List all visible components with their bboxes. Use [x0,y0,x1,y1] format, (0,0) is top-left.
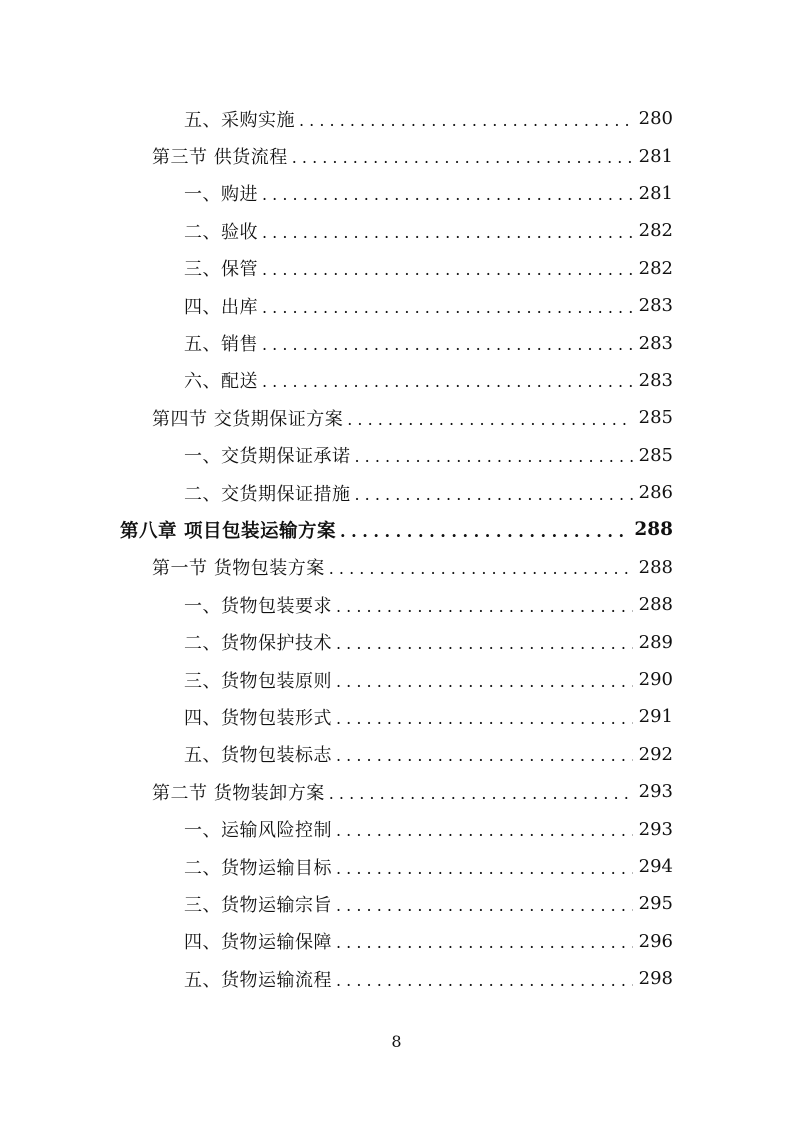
toc-entry-title: 二、验收 [184,221,258,243]
toc-entry-title: 第四节 交货期保证方案 [152,408,344,430]
toc-entry[interactable] [0,661,793,698]
dot-leader [336,823,633,839]
dot-leader [262,187,633,203]
toc-entry-title: 一、货物包装要求 [184,595,332,617]
toc-entry[interactable] [0,324,793,361]
dot-leader [336,674,633,690]
dot-leader [262,300,633,316]
toc-entry[interactable] [0,923,793,960]
toc-entry-page: 285 [638,444,673,466]
dot-leader [262,262,633,278]
dot-leader [299,113,633,129]
toc-entry[interactable] [0,137,793,174]
toc-entry[interactable] [0,362,793,399]
toc-entry-page: 293 [638,781,673,803]
toc-entry[interactable] [0,736,793,773]
toc-entry-title: 五、货物运输流程 [184,969,332,991]
toc-entry[interactable] [0,287,793,324]
toc-entry[interactable] [0,100,793,137]
dot-leader [336,935,633,951]
toc-entry-title: 四、货物包装形式 [184,707,332,729]
dot-leader [336,748,633,764]
toc-entry[interactable] [0,810,793,847]
dot-leader [347,412,632,428]
dot-leader [355,449,633,465]
toc-entry-page: 288 [638,594,673,616]
toc-entry[interactable] [0,549,793,586]
toc-entry-page: 285 [638,407,673,429]
toc-entry[interactable] [0,212,793,249]
toc-entry-title: 二、货物运输目标 [184,857,332,879]
dot-leader [336,599,633,615]
toc-entry-page: 291 [638,706,673,728]
toc-entry-page: 296 [638,930,673,952]
toc-entry-title: 第八章 项目包装运输方案 [120,520,336,542]
dot-leader [336,898,633,914]
toc-entry-title: 三、货物运输宗旨 [184,894,332,916]
toc-entry-title: 六、配送 [184,371,258,393]
toc-entry-page: 292 [638,743,673,765]
toc-entry-title: 五、采购实施 [184,109,295,131]
table-of-contents [0,100,793,997]
dot-leader [336,636,633,652]
toc-entry-page: 286 [638,482,673,504]
toc-entry[interactable] [0,773,793,810]
dot-leader [340,524,628,540]
toc-entry-page: 282 [638,220,673,242]
toc-entry-page: 294 [638,856,673,877]
dot-leader [262,337,633,353]
toc-entry[interactable] [0,175,793,212]
toc-entry-page: 295 [638,893,673,915]
dot-leader [329,786,633,802]
toc-entry-page: 289 [638,631,673,653]
toc-entry[interactable] [0,698,793,735]
toc-entry-title: 第一节 货物包装方案 [152,558,325,580]
toc-entry-title: 五、销售 [184,334,258,356]
dot-leader [336,973,633,989]
toc-entry-page: 283 [638,295,673,317]
toc-entry-page: 282 [638,257,673,279]
toc-entry-title: 二、交货期保证措施 [184,483,351,505]
page-number: 8 [391,1032,402,1051]
dot-leader [262,374,633,390]
toc-entry-title: 三、货物包装原则 [184,670,332,692]
toc-chapter-entry[interactable] [0,511,793,548]
toc-entry-page: 283 [638,332,673,354]
dot-leader [329,561,633,577]
toc-entry-title: 三、保管 [184,259,258,281]
toc-entry-page: 281 [638,182,673,204]
toc-entry-title: 五、货物包装标志 [184,745,332,767]
toc-entry[interactable] [0,437,793,474]
toc-entry-page: 288 [638,556,673,578]
toc-entry-page: 290 [638,669,673,691]
toc-entry-title: 第三节 供货流程 [152,147,288,169]
toc-entry-page: 281 [638,145,673,167]
toc-entry[interactable] [0,250,793,287]
toc-entry[interactable] [0,848,793,885]
toc-entry[interactable] [0,399,793,436]
dot-leader [336,861,633,877]
toc-entry-title: 一、交货期保证承诺 [184,446,351,468]
toc-entry-page: 280 [638,108,673,130]
toc-entry-title: 一、购进 [184,184,258,206]
toc-entry-title: 四、出库 [184,296,258,318]
toc-entry-title: 四、货物运输保障 [184,932,332,954]
dot-leader [262,225,633,241]
dot-leader [336,711,633,727]
toc-entry[interactable] [0,885,793,922]
dot-leader [292,150,633,166]
toc-entry-title: 二、货物保护技术 [184,633,332,655]
toc-entry[interactable] [0,586,793,623]
toc-entry-page: 288 [634,519,673,541]
toc-entry-title: 第二节 货物装卸方案 [152,782,325,804]
dot-leader [355,487,633,503]
toc-entry-page: 283 [638,369,673,391]
toc-entry[interactable] [0,474,793,511]
toc-entry-title: 一、运输风险控制 [184,820,332,842]
toc-entry-page: 298 [638,968,673,990]
toc-entry-page: 293 [638,818,673,840]
toc-entry[interactable] [0,960,793,997]
toc-entry[interactable] [0,623,793,660]
